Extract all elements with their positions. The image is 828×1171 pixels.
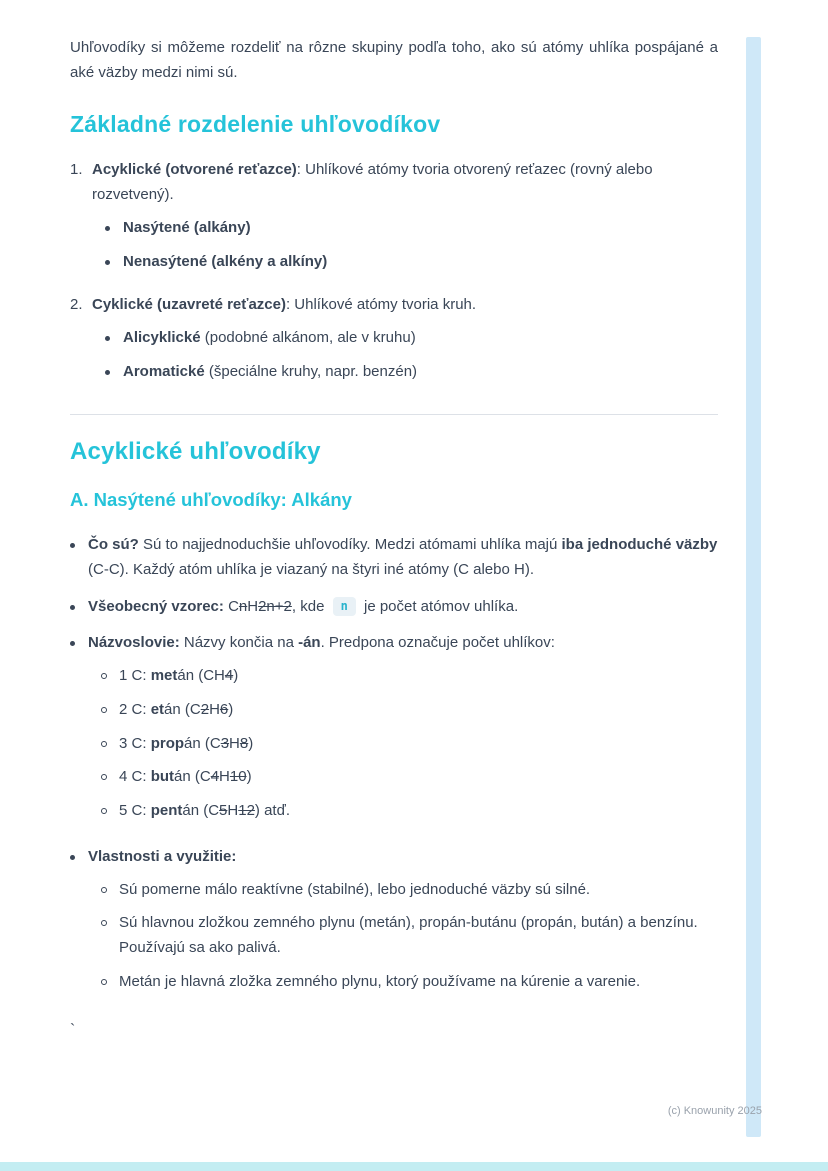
list-item-text: Čo sú? Sú to najjednoduchšie uhľovodíky. Medzi atómami uhlíka majú iba jednoduché väzby (C-C). Každý atóm uhlíka je viazaný na štyri iné atómy (C alebo H). [88, 536, 718, 578]
list-item-body [88, 533, 718, 583]
list-item [101, 698, 718, 723]
list-item [105, 250, 718, 275]
heading-basic-division: Základné rozdelenie uhľovodíkov [70, 110, 441, 137]
list-item [105, 360, 718, 385]
list-item-body [88, 631, 718, 833]
list-item-body [88, 845, 718, 1004]
list-item-text: Acyklické (otvorené reťazce): Uhlíkové atómy tvoria otvorený reťazec (rovný alebo rozvetvený). [92, 161, 653, 203]
sub-bullet-list [92, 326, 718, 385]
list-item-text: Aromatické (špeciálne kruhy, napr. benzén) [123, 362, 418, 380]
circle-bullet-icon [101, 808, 107, 814]
numbered-list [70, 158, 718, 393]
circle-bullet-icon [101, 707, 107, 713]
circle-bullet-icon [101, 774, 107, 780]
list-item-body [88, 595, 718, 620]
list-item [101, 732, 718, 757]
list-item [101, 878, 718, 903]
bullet-dot-icon [105, 370, 110, 375]
list-item [101, 970, 718, 995]
document-content [70, 0, 718, 1044]
numbered-item-cyclic [70, 293, 718, 393]
bullet-dot-icon [105, 226, 110, 231]
list-item [101, 799, 718, 824]
bullet-dot-icon [70, 605, 75, 610]
right-edge-strip [746, 37, 761, 1137]
list-number: 2. [70, 296, 83, 314]
sub-circle-list [88, 878, 718, 995]
section-divider [70, 414, 718, 415]
bullet-dot-icon [70, 855, 75, 860]
list-item-text: Všeobecný vzorec: CnH2n+2, kde n je počet atómov uhlíka. [88, 597, 519, 615]
numbered-item-body [92, 158, 718, 283]
numbered-item-acyclic [70, 158, 718, 283]
footer-copyright: (c) Knowunity 2025 [667, 1105, 762, 1117]
list-item-text: Metán je hlavná zložka zemného plynu, ktorý používame na kúrenie a varenie. [119, 972, 641, 990]
bullet-dot-icon [70, 641, 75, 646]
bullet-dot-icon [70, 543, 75, 548]
stray-character: ` [70, 1021, 76, 1039]
list-number: 1. [70, 161, 83, 179]
intro-paragraph: Uhľovodíky si môžeme rozdeliť na rôzne skupiny podľa toho, ako sú atómy uhlíka pospájané a aké väzby medzi nimi sú. [70, 39, 718, 81]
list-item-properties-uses [70, 845, 718, 1004]
list-item [101, 765, 718, 790]
numbered-item-body [92, 293, 718, 393]
circle-bullet-icon [101, 887, 107, 893]
list-item-text: Alicyklické (podobné alkánom, ale v kruhu) [123, 329, 416, 346]
bullet-dot-icon [105, 260, 110, 265]
list-item-text: 5 C: pentán (C5H12) atď. [119, 802, 290, 820]
list-item [101, 911, 718, 961]
list-item-text: 4 C: bután (C4H10) [119, 768, 252, 786]
bullet-list [70, 533, 718, 1004]
list-item-text: Vlastnosti a využitie: [88, 847, 237, 865]
list-item [105, 216, 718, 241]
list-item-text: Názvoslovie: Názvy končia na -án. Predpona označuje počet uhlíkov: [88, 634, 555, 652]
list-item-text: Sú hlavnou zložkou zemného plynu (metán), propán-butánu (propán, bután) a benzínu. Používajú sa ako palivá. [119, 914, 698, 957]
list-item-what-are [70, 533, 718, 583]
list-item-text: Sú pomerne málo reaktívne (stabilné), lebo jednoduché väzby sú silné. [119, 880, 591, 898]
list-item-text: Nasýtené (alkány) [123, 218, 251, 236]
bullet-dot-icon [105, 336, 110, 341]
sub-circle-list [88, 664, 718, 824]
heading-saturated-alkanes: A. Nasýtené uhľovodíky: Alkány [70, 488, 352, 510]
list-item-text: 2 C: etán (C2H6) [119, 700, 234, 718]
list-item [105, 326, 718, 351]
list-item-nomenclature [70, 631, 718, 833]
list-item [101, 664, 718, 689]
sub-bullet-list [92, 216, 718, 275]
circle-bullet-icon [101, 979, 107, 985]
list-item-text: 1 C: metán (CH4) [119, 667, 239, 685]
circle-bullet-icon [101, 920, 107, 926]
list-item-text: 3 C: propán (C3H8) [119, 734, 254, 752]
list-item-general-formula [70, 595, 718, 620]
circle-bullet-icon [101, 673, 107, 679]
list-item-text: Nenasýtené (alkény a alkíny) [123, 252, 328, 270]
list-item-text: Cyklické (uzavreté reťazce): Uhlíkové atómy tvoria kruh. [92, 296, 477, 314]
heading-acyclic-hydrocarbons: Acyklické uhľovodíky [70, 437, 321, 465]
bottom-edge-strip [0, 1162, 828, 1171]
circle-bullet-icon [101, 741, 107, 747]
